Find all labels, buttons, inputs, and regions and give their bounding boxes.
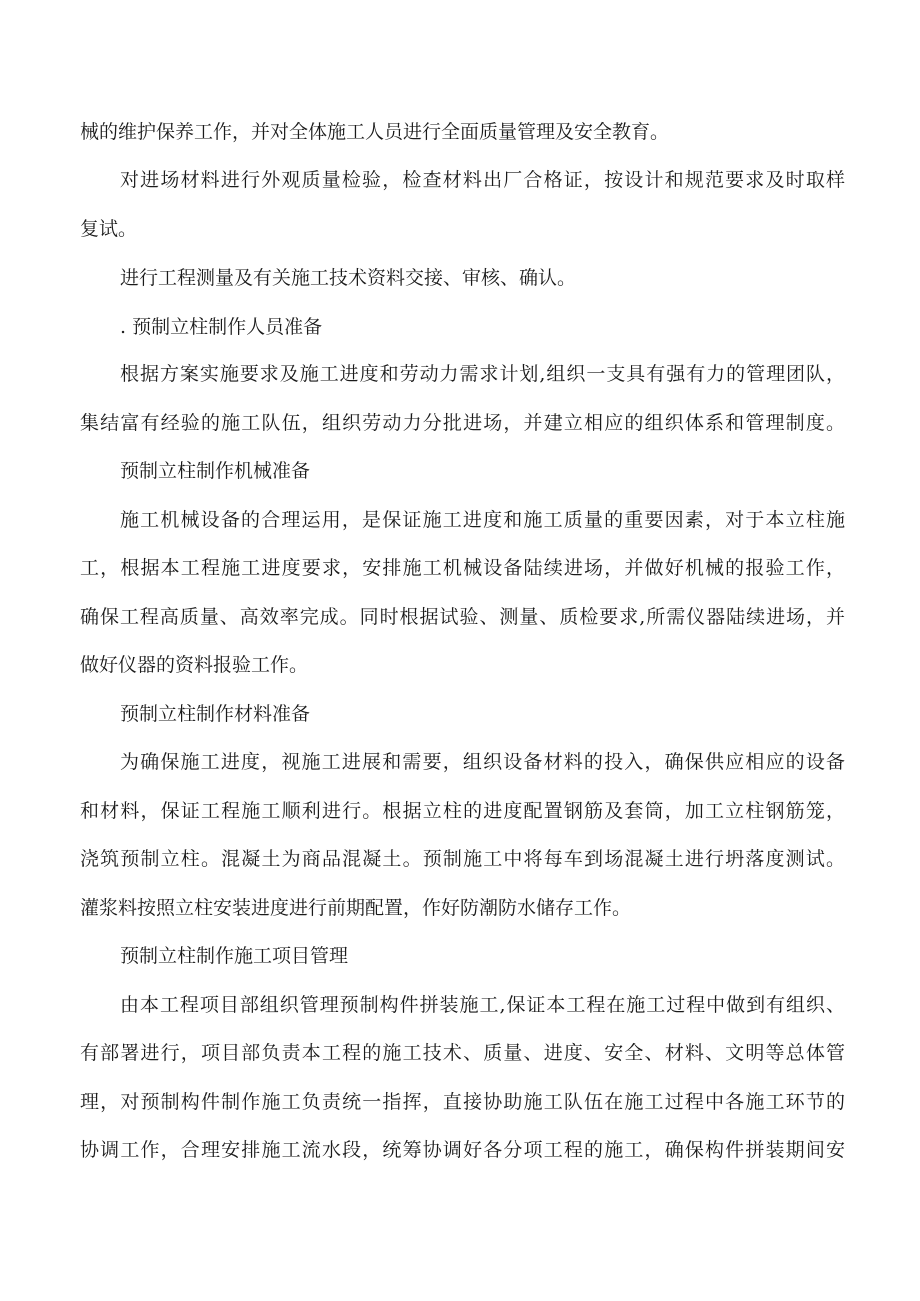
text-line: 理，对预制构件制作施工负责统一指挥，直接协助施工队伍在施工过程中各施工环节的 [80,1091,845,1113]
section-heading: . 预制立柱制作人员准备 [120,316,323,338]
text-line: 灌浆料按照立柱安装进度进行前期配置，作好防潮防水储存工作。 [80,897,632,919]
paragraph-line: 由本工程项目部组织管理预制构件拼装施工,保证本工程在施工过程中做到有组织、 [120,994,845,1016]
text-line: 有部署进行，项目部负责本工程的施工技术、质量、进度、安全、材料、文明等总体管 [80,1042,845,1064]
paragraph-line: 对进场材料进行外观质量检验，检查材料出厂合格证，按设计和规范要求及时取样 [120,169,845,191]
section-heading: 预制立柱制作施工项目管理 [120,945,349,967]
paragraph-line: 根据方案实施要求及施工进度和劳动力需求计划,组织一支具有强有力的管理团队， [120,363,845,385]
paragraph-line: 进行工程测量及有关施工技术资料交接、审核、确认。 [120,267,577,289]
text-line: 集结富有经验的施工队伍，组织劳动力分批进场，并建立相应的组织体系和管理制度。 [80,412,845,434]
text-line: 浇筑预制立柱。混凝土为商品混凝土。预制施工中将每车到场混凝土进行坍落度测试。 [80,848,845,870]
text-line: 工，根据本工程施工进度要求，安排施工机械设备陆续进场，并做好机械的报验工作， [80,557,845,579]
text-line: 协调工作，合理安排施工流水段，统筹协调好各分项工程的施工，确保构件拼装期间安 [80,1139,845,1161]
text-line: 械的维护保养工作，并对全体施工人员进行全面质量管理及安全教育。 [80,121,670,143]
text-line: 和材料，保证工程施工顺利进行。根据立柱的进度配置钢筋及套筒，加工立柱钢筋笼， [80,800,845,822]
paragraph-line: 为确保施工进度，视施工进展和需要，组织设备材料的投入，确保供应相应的设备 [120,751,845,773]
text-line: 复试。 [80,218,138,240]
text-line: 确保工程高质量、高效率完成。同时根据试验、测量、质检要求,所需仪器陆续进场，并 [80,606,845,628]
section-heading: 预制立柱制作机械准备 [120,460,311,482]
text-line: 做好仪器的资料报验工作。 [80,654,309,676]
paragraph-line: 施工机械设备的合理运用，是保证施工进度和施工质量的重要因素，对于本立柱施 [120,509,845,531]
section-heading: 预制立柱制作材料准备 [120,703,311,725]
